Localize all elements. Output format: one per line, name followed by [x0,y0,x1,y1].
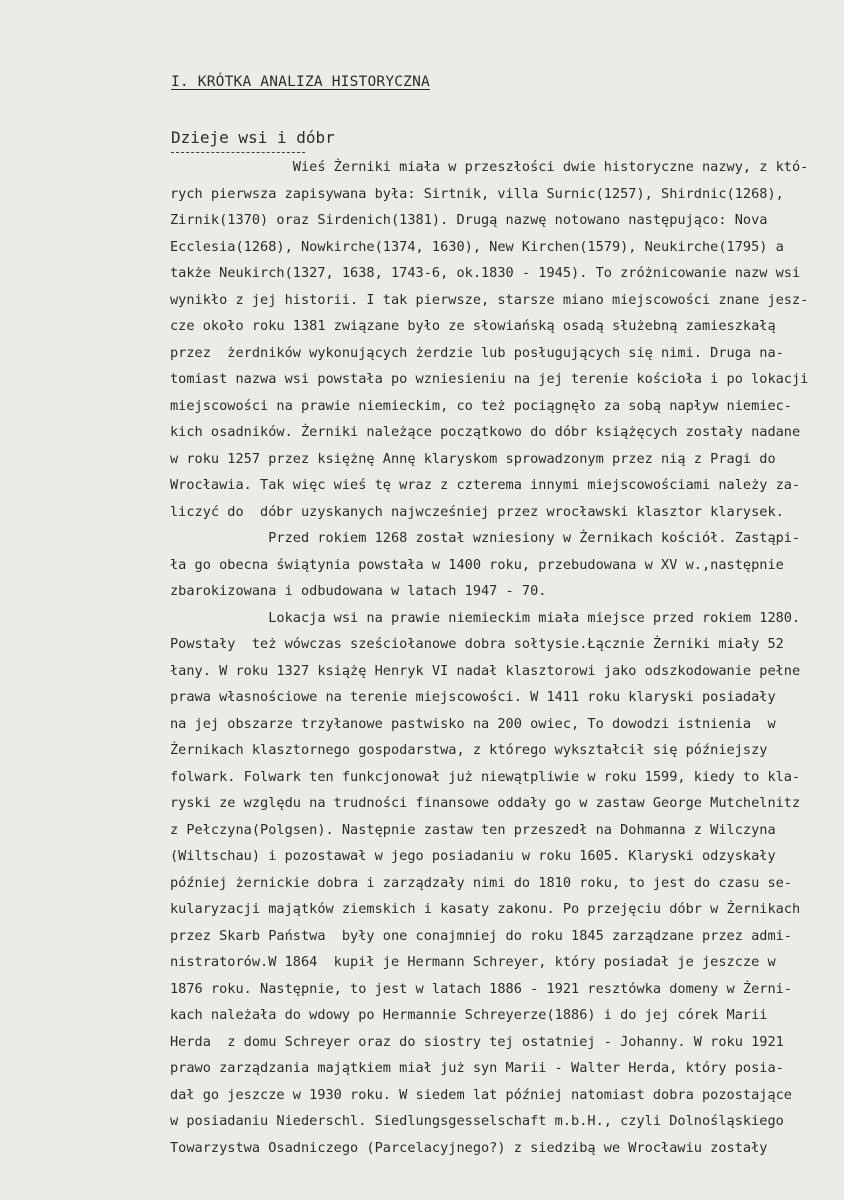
text-line: zbarokizowana i odbudowana w latach 1947 - 70. [170,583,547,599]
text-line: w roku 1257 przez księżnę Annę klaryskom sprowadzonym przez nią z Pragi do [170,450,776,467]
subheading-underline [171,152,305,153]
text-line: 1876 roku. Następnie, to jest w latach 1886 - 1921 resztówka domeny w Żerni- [170,980,792,997]
body-text [170,154,820,1161]
text-line: Ecclesia(1268), Nowkirche(1374, 1630), New Kirchen(1579), Neukirche(1795) a [170,238,784,255]
text-line: przez żerdników wykonujących żerdzie lub posługujących się nimi. Druga na- [170,344,784,361]
text-line: Żernikach klasztornego gospodarstwa, z którego wykształcił się późniejszy [170,742,768,758]
text-line: łany. W roku 1327 książę Henryk VI nadał klasztorowi jako odszkodowanie pełne [170,662,801,679]
text-line: wynikło z jej historii. I tak pierwsze, starsze miano miejscowości znane jesz- [170,291,809,308]
text-line: rych pierwsza zapisywana była: Sirtnik, villa Surnic(1257), Shirdnic(1268), [170,185,784,202]
text-line: Towarzystwa Osadniczego (Parcelacyjnego?) z siedzibą we Wrocławiu zostały [170,1139,768,1156]
text-line: ryski ze względu na trudności finansowe oddały go w zastaw George Mutchelnitz [170,795,801,811]
text-line: Herda z domu Schreyer oraz do siostry tej ostatniej - Johanny. W roku 1921 [170,1033,784,1050]
text-line: cze około roku 1381 związane było ze słowiańską osadą służebną zamieszkałą [170,318,776,334]
text-line: kach należała do wdowy po Hermannie Schreyerze(1886) i do jej córek Marii [170,1007,768,1023]
text-line: w posiadaniu Niederschl. Siedlungsgesselschaft m.b.H., czyli Dolnośląskiego [170,1113,784,1129]
text-line: Zirnik(1370) oraz Sirdenich(1381). Drugą nazwę notowano następująco: Nova [170,212,768,228]
text-line: liczyć do dóbr uzyskanych najwcześniej przez wrocławski klasztor klarysek. [170,503,784,520]
text-line: folwark. Folwark ten funkcjonował już niewątpliwie w roku 1599, kiedy to kla- [170,768,801,785]
section-heading: I. KRÓTKA ANALIZA HISTORYCZNA [171,74,430,90]
text-line: prawo zarządzania majątkiem miał już syn Marii - Walter Herda, który posia- [170,1060,784,1076]
text-line: tomiast nazwa wsi powstała po wzniesieniu na jej terenie kościoła i po lokacji [170,371,809,387]
text-line: Powstały też wówczas sześciołanowe dobra sołtysie.Łącznie Żerniki miały 52 [170,636,784,652]
text-line: z Pełczyna(Polgsen). Następnie zastaw ten przeszedł na Dohmanna z Wilczyna [170,821,776,838]
text-line: kich osadników. Żerniki należące początkowo do dóbr książęcych zostały nadane [170,424,801,440]
text-line: Wrocławia. Tak więc wieś tę wraz z czterema innymi miejscowościami należy za- [170,477,801,493]
text-line: później żernickie dobra i zarządzały nimi do 1810 roku, to jest do czasu se- [170,874,792,891]
text-line: przez Skarb Państwa były one conajmniej do roku 1845 zarządzane przez admi- [170,927,792,944]
text-line: także Neukirch(1327, 1638, 1743-6, ok.1830 - 1945). To zróżnicowanie nazw wsi [170,265,801,281]
text-line: miejscowości na prawie niemieckim, co też pociągnęło za sobą napływ niemiec- [170,397,792,414]
text-line: Lokacja wsi na prawie niemieckim miała miejsce przed rokiem 1280. [170,609,801,626]
text-line: (Wiltschau) i pozostawał w jego posiadaniu w roku 1605. Klaryski odzyskały [170,848,776,864]
text-line: dał go jeszcze w 1930 roku. W siedem lat później natomiast dobra pozostające [170,1086,792,1103]
text-line: Wieś Żerniki miała w przeszłości dwie historyczne nazwy, z któ- [170,159,809,175]
text-line: prawa własnościowe na terenie miejscowości. W 1411 roku klaryski posiadały [170,689,776,705]
subsection-heading: Dzieje wsi i dóbr [171,128,335,147]
text-line: nistratorów.W 1864 kupił je Hermann Schreyer, który posiadał je jeszcze w [170,954,776,970]
text-line: Przed rokiem 1268 został wzniesiony w Żernikach kościół. Zastąpi- [170,530,801,546]
text-line: ła go obecna świątynia powstała w 1400 roku, przebudowana w XV w.,następnie [170,556,784,573]
text-line: kularyzacji majątków ziemskich i kasaty zakonu. Po przejęciu dóbr w Żernikach [170,901,801,917]
text-line: na jej obszarze trzyłanowe pastwisko na 200 owiec, To dowodzi istnienia w [170,715,776,732]
